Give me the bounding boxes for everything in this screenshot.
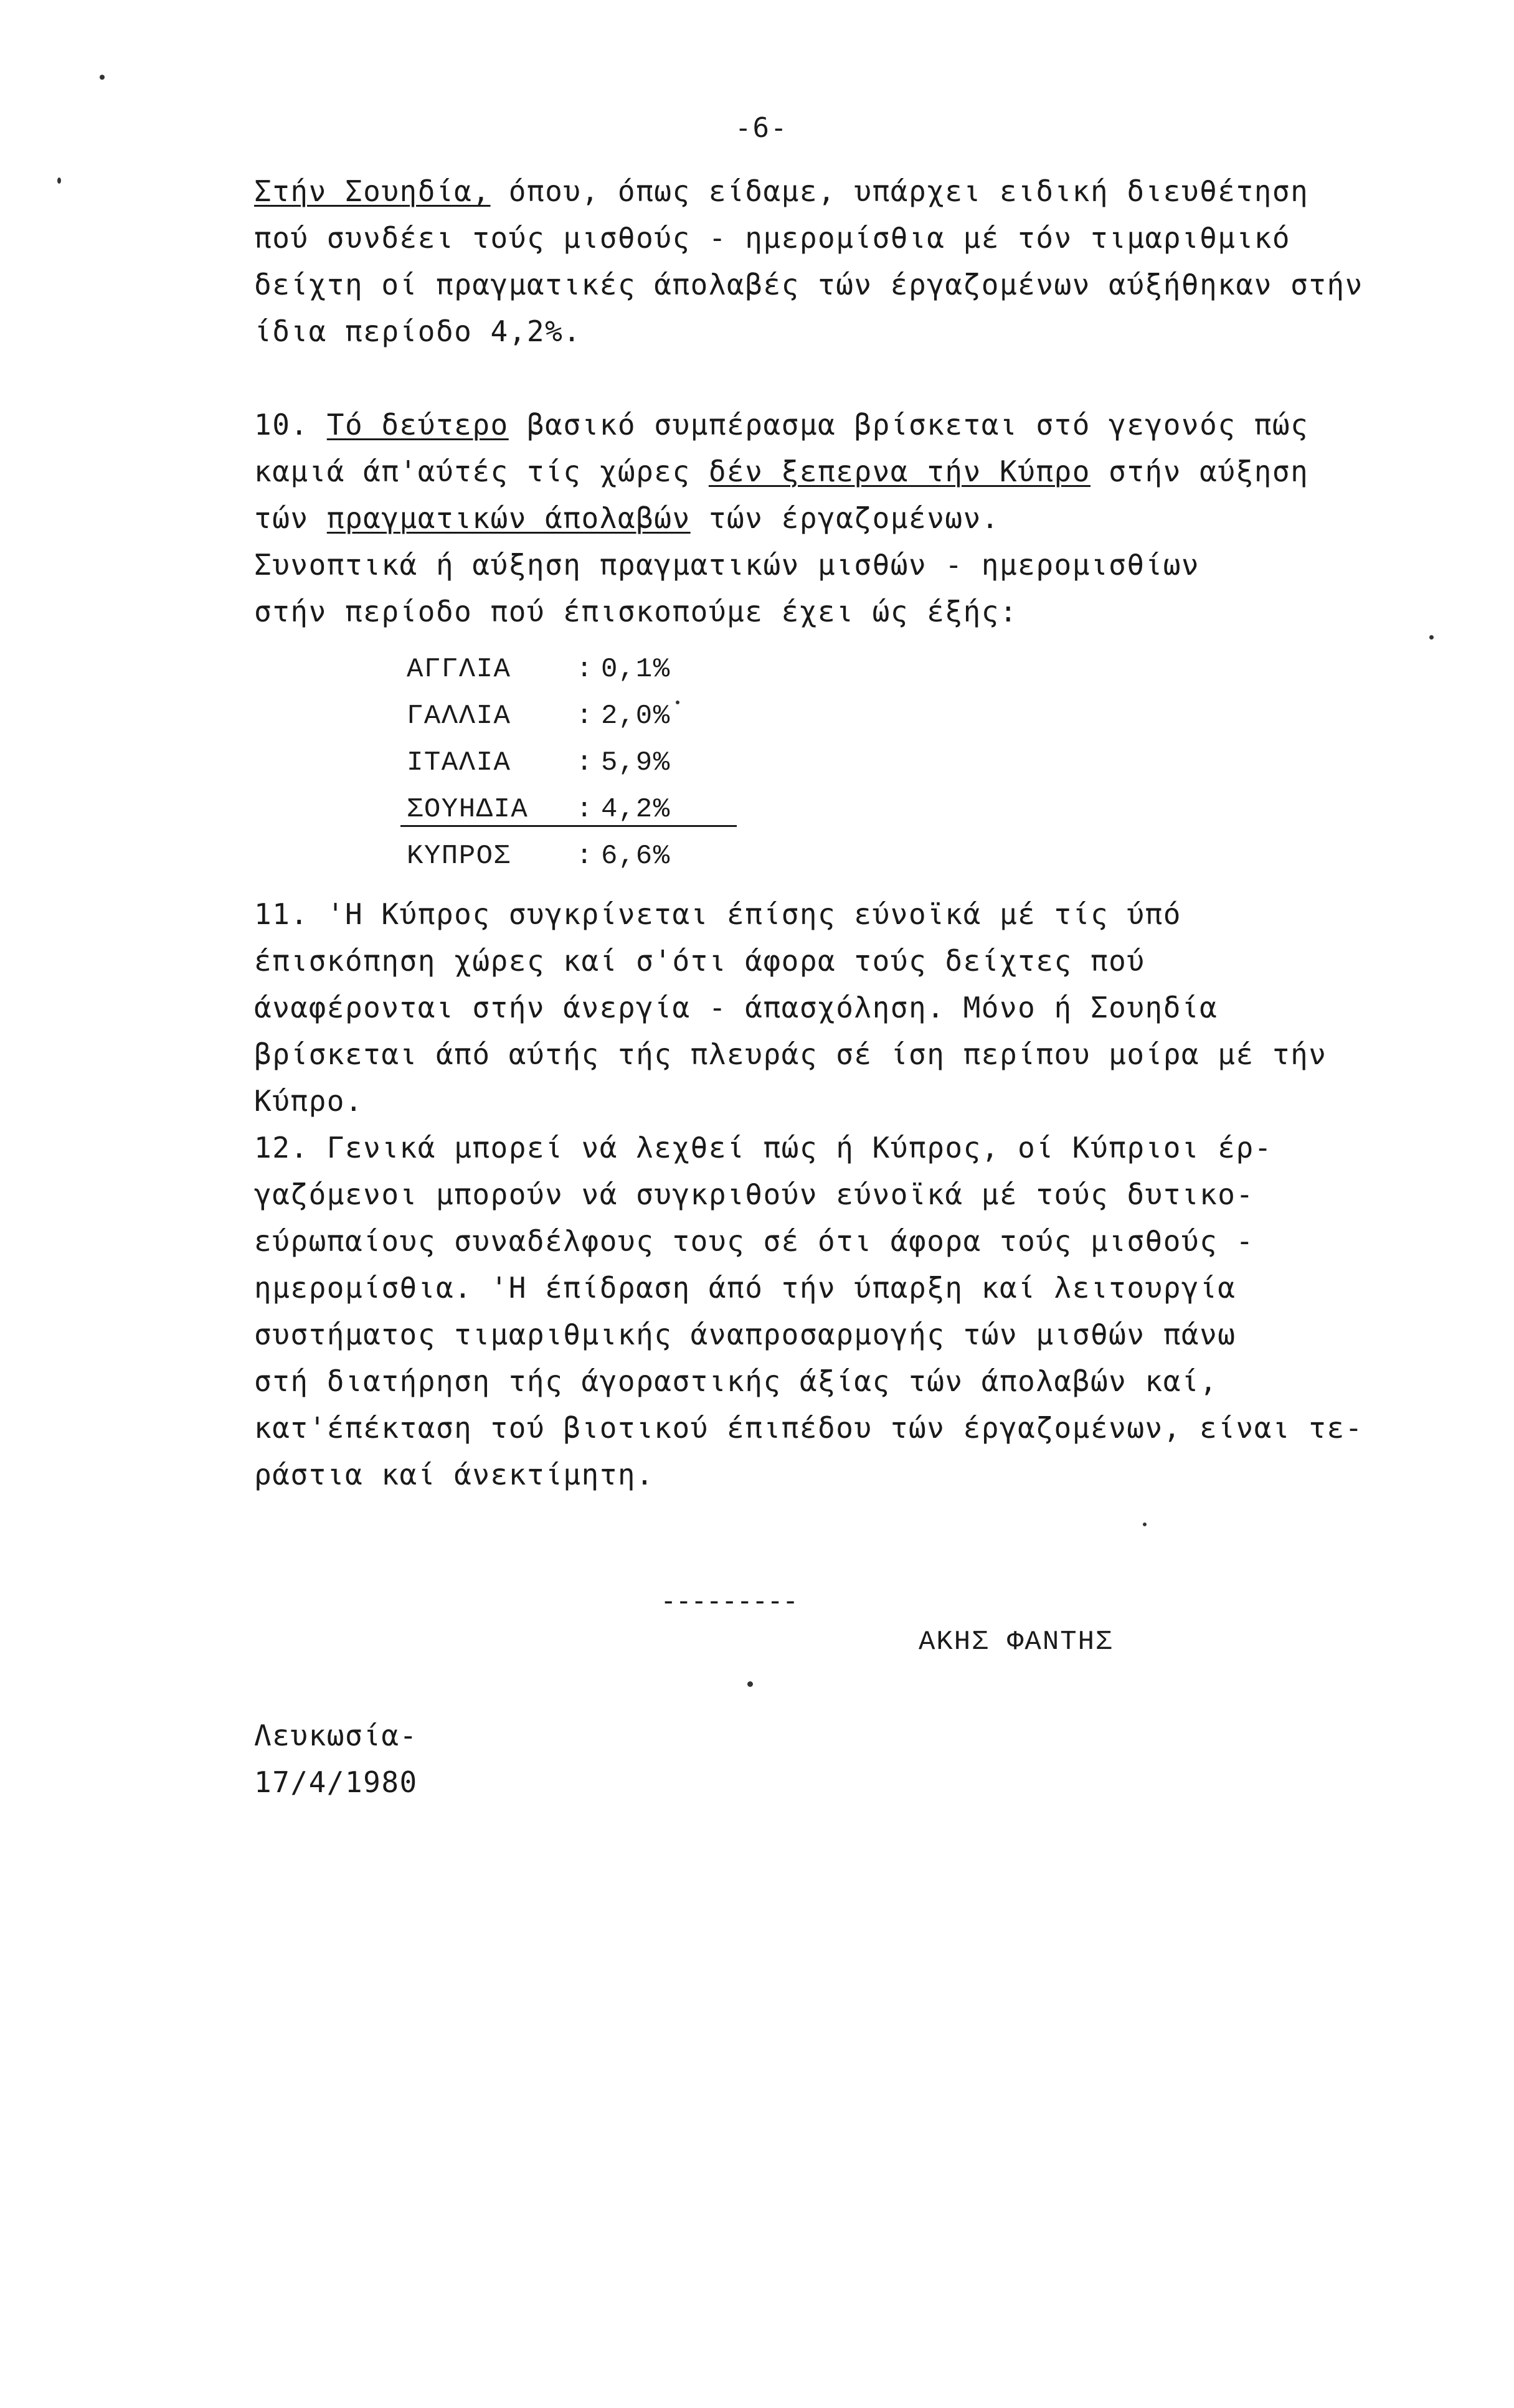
text-line: ίδια περίοδο 4,2%. bbox=[254, 314, 582, 348]
text-segment: καμιά άπ'αύτές τίς χώρες bbox=[254, 455, 709, 488]
document-body bbox=[254, 168, 1375, 1498]
scan-speck bbox=[100, 75, 105, 80]
text-line: βρίσκεται άπό αύτής τής πλευράς σέ ίση περίπου μοίρα μέ τήν bbox=[254, 1037, 1327, 1071]
country-value: 4,2% bbox=[601, 794, 671, 825]
underlined-text: δέν ξεπερνα τήν Κύπρο bbox=[708, 455, 1091, 488]
country-value: 5,9% bbox=[601, 747, 671, 778]
text-line bbox=[254, 168, 1375, 215]
underlined-text: Τό δεύτερο bbox=[326, 408, 509, 441]
country-name: ΙΤΑΛΙΑ bbox=[407, 747, 511, 778]
country-value: 0,1% bbox=[601, 654, 671, 685]
separator: : bbox=[576, 841, 594, 872]
paragraph-12 bbox=[254, 1125, 1375, 1498]
country-row bbox=[407, 833, 1375, 880]
underlined-text: πραγματικών άπολαβών bbox=[326, 501, 691, 535]
paragraph-intro bbox=[254, 168, 1375, 355]
text-line: γαζόμενοι μπορούν νά συγκριθούν εύνοϊκά μέ τούς δυτικο- bbox=[254, 1178, 1254, 1211]
separator: : bbox=[576, 747, 594, 778]
country-row bbox=[407, 693, 1375, 740]
place-name: Λευκωσία- bbox=[254, 1719, 418, 1752]
country-value: 6,6% bbox=[601, 841, 671, 872]
text-line: συστήματος τιμαριθμικής άναπροσαρμογής τών μισθών πάνω bbox=[254, 1318, 1236, 1351]
separator: : bbox=[576, 701, 594, 732]
text-line bbox=[254, 402, 1375, 448]
paragraph-number: 10. bbox=[254, 408, 327, 441]
country-name: ΣΟΥΗΔΙΑ bbox=[407, 794, 529, 825]
underlined-text: Στήν Σουηδία, bbox=[254, 174, 491, 208]
country-name: ΑΓΓΛΙΑ bbox=[407, 654, 511, 685]
text-line: δείχτη οί πραγματικές άπολαβές τών έργαζομένων αύξήθηκαν στήν bbox=[254, 268, 1363, 301]
text-line: στήν περίοδο πού έπισκοπούμε έχει ώς έξής: bbox=[254, 595, 1018, 628]
text-line: πού συνδέει τούς μισθούς - ημερομίσθια μέ τόν τιμαριθμικό bbox=[254, 221, 1291, 255]
scan-speck bbox=[57, 177, 61, 184]
text-line: ράστια καί άνεκτίμητη. bbox=[254, 1458, 655, 1491]
scan-speck bbox=[747, 1681, 753, 1687]
country-name: ΚΥΠΡΟΣ bbox=[407, 841, 511, 872]
text-segment: στήν αύξηση bbox=[1090, 455, 1309, 488]
text-segment: βασικό συμπέρασμα βρίσκεται στό γεγονός πώς bbox=[508, 408, 1309, 441]
text-line: άναφέρονται στήν άνεργία - άπασχόληση. Μόνο ή Σουηδία bbox=[254, 991, 1218, 1024]
text-line: εύρωπαίους συναδέλφους τους σέ ότι άφορα τούς μισθούς - bbox=[254, 1224, 1254, 1258]
place-date-block bbox=[254, 1712, 418, 1806]
country-row bbox=[407, 740, 1375, 786]
paragraph-10 bbox=[254, 402, 1375, 635]
text-line: ημερομίσθια. 'Η έπίδραση άπό τήν ύπαρξη καί λειτουργία bbox=[254, 1271, 1236, 1305]
paragraph-11 bbox=[254, 891, 1375, 1125]
text-line: 11. 'Η Κύπρος συγκρίνεται έπίσης εύνοϊκά μέ τίς ύπό bbox=[254, 897, 1181, 931]
dash-separator: --------- bbox=[660, 1585, 798, 1617]
text-line bbox=[254, 495, 1375, 542]
country-value: 2,0% bbox=[601, 701, 671, 732]
text-line: έπισκόπηση χώρες καί σ'ότι άφορα τούς δείχτες πού bbox=[254, 944, 1145, 978]
country-row bbox=[407, 646, 1375, 693]
page-number: -6- bbox=[735, 112, 788, 144]
text-line: κατ'έπέκταση τού βιοτικού έπιπέδου τών έργαζομένων, είναι τε- bbox=[254, 1411, 1363, 1445]
document-date: 17/4/1980 bbox=[254, 1765, 418, 1799]
separator: : bbox=[576, 794, 594, 825]
text-line: 12. Γενικά μπορεί νά λεχθεί πώς ή Κύπρος, οί Κύπριοι έρ- bbox=[254, 1131, 1272, 1164]
country-row bbox=[407, 786, 1375, 833]
text-segment: όπου, όπως είδαμε, υπάρχει ειδική διευθέτηση bbox=[490, 174, 1309, 208]
text-line bbox=[254, 448, 1375, 495]
country-list bbox=[407, 646, 1375, 880]
text-line: Συνοπτικά ή αύξηση πραγματικών μισθών - ημερομισθίων bbox=[254, 548, 1200, 582]
text-segment: τών bbox=[254, 501, 327, 535]
separator: : bbox=[576, 654, 594, 685]
country-name: ΓΑΛΛΙΑ bbox=[407, 701, 511, 732]
text-line: στή διατήρηση τής άγοραστικής άξίας τών άπολαβών καί, bbox=[254, 1364, 1218, 1398]
signature: ΑΚΗΣ ΦΑΝΤΗΣ bbox=[919, 1627, 1114, 1658]
text-line: Κύπρο. bbox=[254, 1084, 364, 1118]
scan-speck bbox=[1143, 1523, 1147, 1526]
scan-speck bbox=[676, 701, 679, 704]
text-segment: τών έργαζομένων. bbox=[690, 501, 1000, 535]
scan-speck bbox=[1429, 635, 1434, 640]
